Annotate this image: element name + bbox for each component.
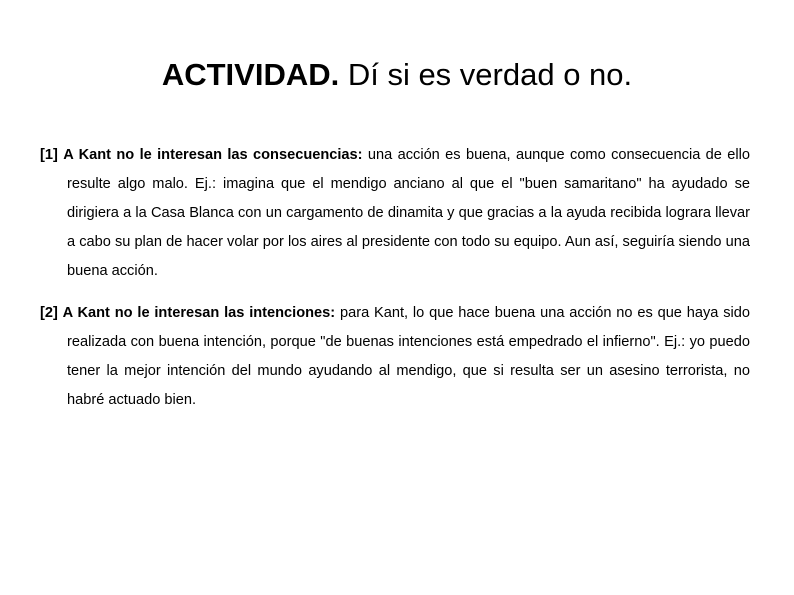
statement-1-heading: A Kant no le interesan las consecuencias: <box>63 147 363 163</box>
statement-1 <box>40 141 750 286</box>
statement-1-number: [1] <box>40 147 58 163</box>
slide-title <box>0 55 794 95</box>
statement-2-paragraph <box>40 299 750 415</box>
title-bold: ACTIVIDAD. <box>161 57 340 92</box>
statement-2 <box>40 299 750 415</box>
statement-1-body: una acción es buena, aunque como consecuencia de ello resulte algo malo. Ej.: imagina que el mendigo anciano al que el "buen samaritano" ha ayudado se dirigiera a la Casa Blanca con un cargamento de dinamita y que gracias a la ayuda recibida lograra llevar a cabo su plan de hacer volar por los aires al presidente con todo su equipo. Aun así, seguiría siendo una buena acción. <box>67 147 750 279</box>
statement-1-paragraph <box>40 141 750 286</box>
statement-2-heading: A Kant no le interesan las intenciones: <box>62 305 336 321</box>
title-rest: Dí si es verdad o no. <box>339 57 633 92</box>
statement-2-body: para Kant, lo que hace buena una acción no es que haya sido realizada con buena intención, porque "de buenas intenciones está empedrado el infierno". Ej.: yo puedo tener la mejor intención del mundo ayudando al mendigo, que si resulta ser un asesino terrorista, no habré actuado bien. <box>67 305 750 408</box>
statement-2-number: [2] <box>40 305 58 321</box>
